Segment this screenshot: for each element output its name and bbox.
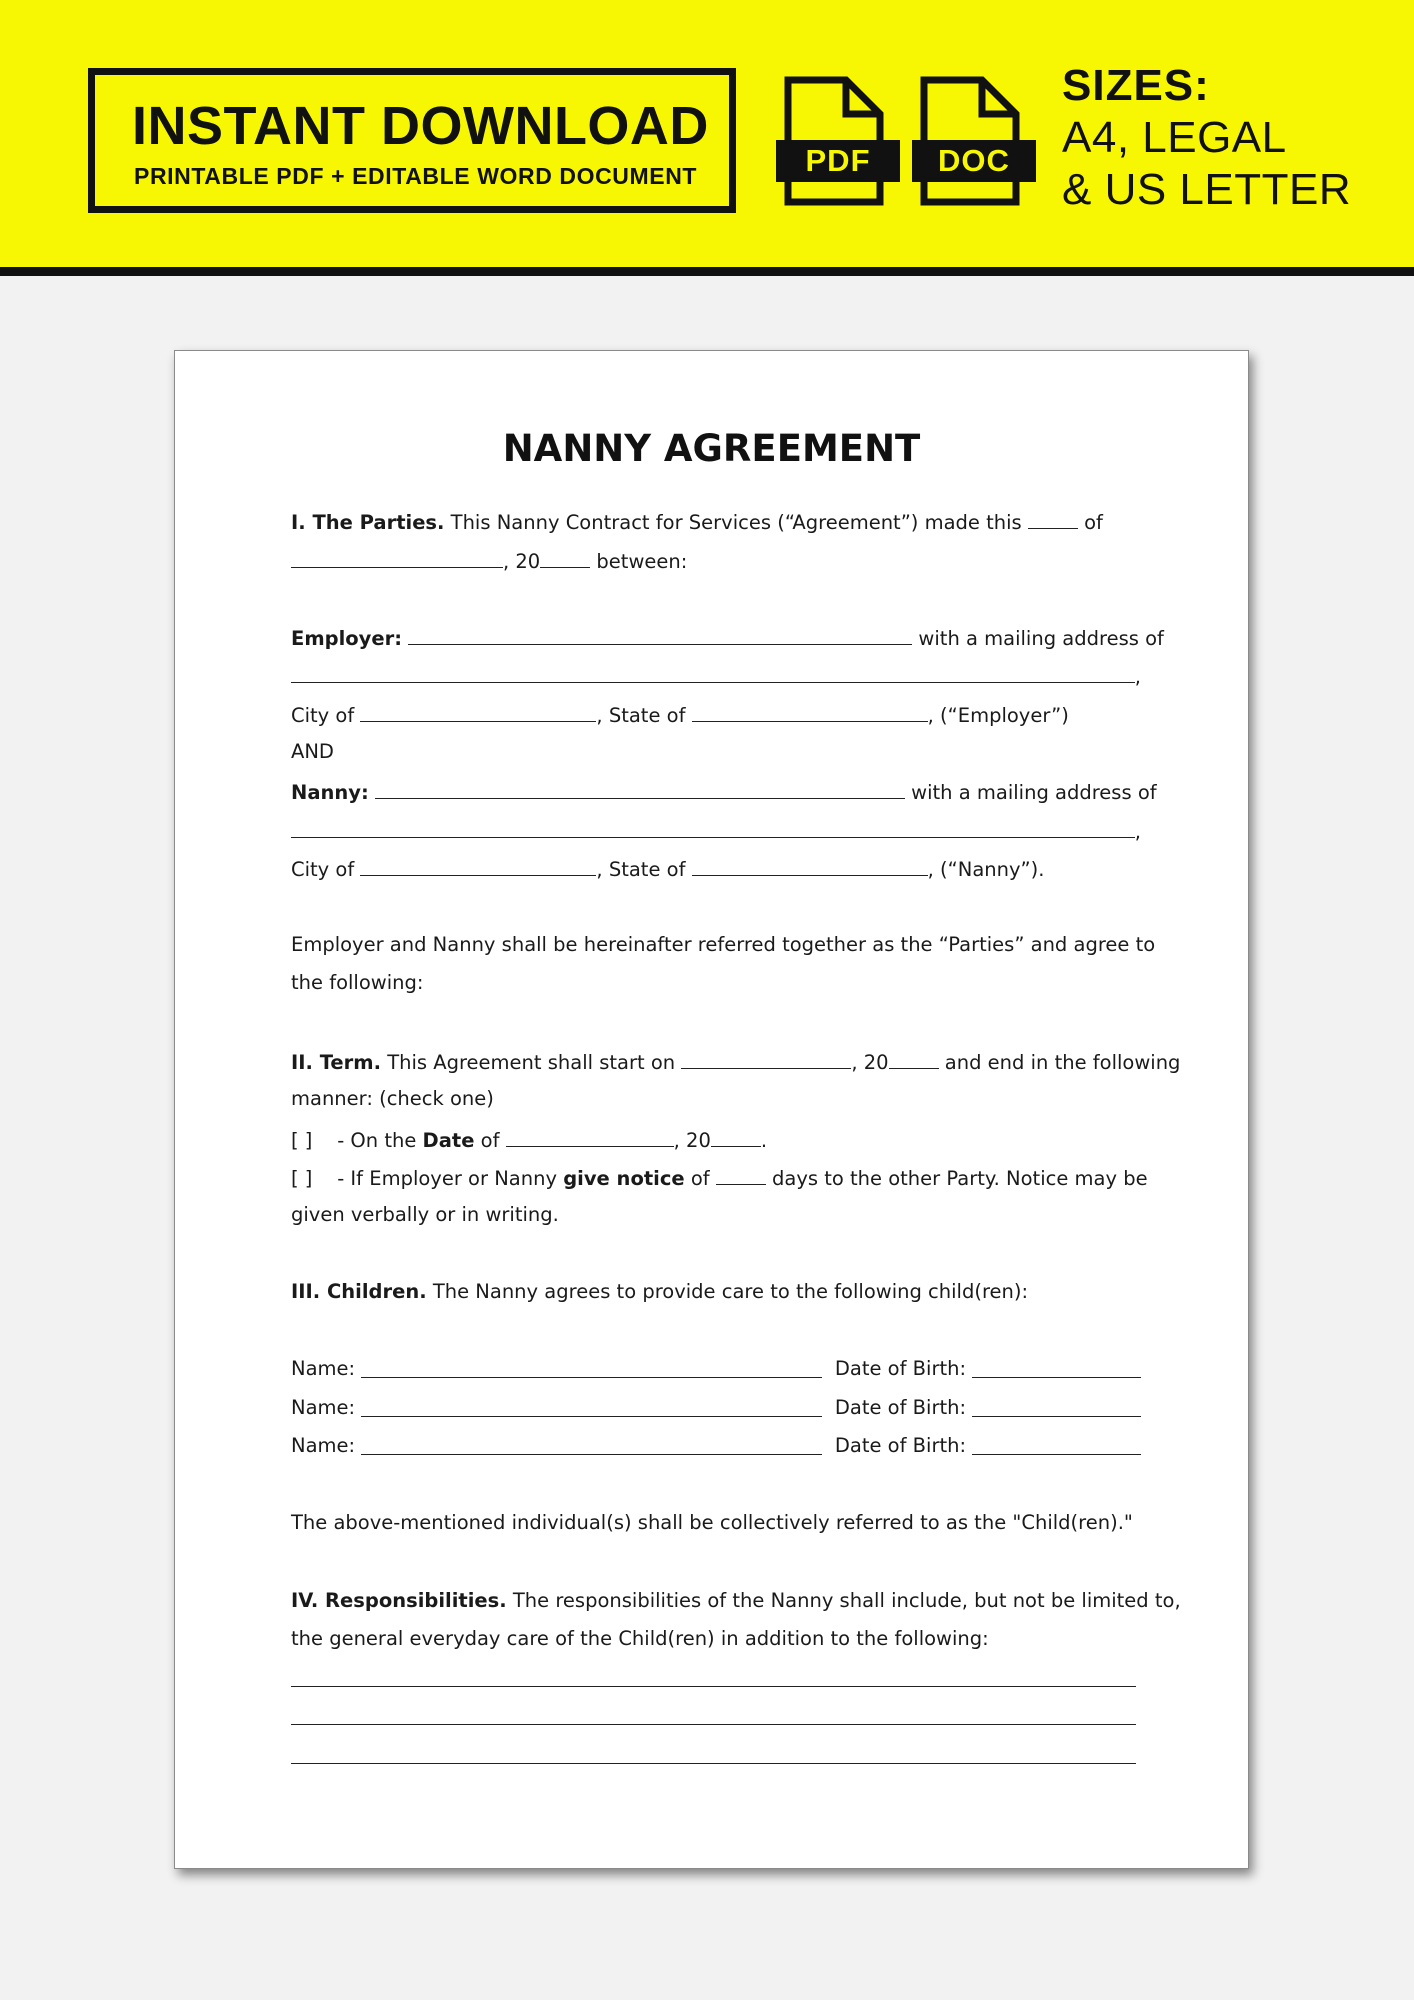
nanny-address-blank[interactable] — [291, 810, 1135, 838]
responsibilities-heading: IV. Responsibilities. — [291, 1588, 507, 1612]
term-option-notice-line-2: given verbally or in writing. — [291, 1202, 559, 1226]
employer-state-blank[interactable] — [692, 694, 928, 722]
child-dob-blank[interactable] — [972, 1389, 1141, 1417]
sizes-line-1: A4, LEGAL — [1062, 113, 1287, 162]
child-row: Name: Date of Birth: — [291, 1427, 1141, 1466]
start-date-blank[interactable] — [681, 1041, 851, 1069]
responsibilities-line-1: IV. Responsibilities. The responsibilities of the Nanny shall include, but not be limited to, — [291, 1588, 1181, 1612]
parties-heading: I. The Parties. — [291, 511, 445, 534]
term-line-1: II. Term. This Agreement shall start on , 20 and end in the following — [291, 1041, 1141, 1080]
parties-line-1: I. The Parties. This Nanny Contract for Services (“Agreement”) made this of — [291, 501, 1141, 540]
year-blank[interactable] — [540, 540, 590, 568]
term-notice-checkbox[interactable]: [ ] — [291, 1167, 313, 1191]
child-row: Name: Date of Birth: — [291, 1350, 1141, 1389]
month-blank[interactable] — [291, 540, 503, 568]
employer-line: Employer: with a mailing address of — [291, 617, 1141, 656]
promo-banner — [0, 0, 1414, 276]
day-blank[interactable] — [1028, 501, 1078, 529]
nanny-label: Nanny: — [291, 781, 369, 805]
responsibilities-blank-1 — [291, 1659, 1141, 1698]
nanny-city-line: City of , State of , (“Nanny”). — [291, 848, 1141, 887]
parties-line-2: , 20 between: — [291, 540, 1141, 579]
child-dob-blank[interactable] — [972, 1427, 1141, 1455]
term-heading: II. Term. — [291, 1051, 381, 1075]
employer-city-line: City of , State of , (“Employer”) — [291, 694, 1141, 733]
term-option-date: [ ] - On the Date of , 20 . — [291, 1119, 1141, 1158]
notice-days-blank[interactable] — [716, 1157, 766, 1185]
children-heading: III. Children. — [291, 1279, 427, 1303]
employer-city-blank[interactable] — [360, 694, 596, 722]
doc-label: DOC — [938, 143, 1010, 178]
end-year-blank[interactable] — [711, 1119, 761, 1147]
badge-subtitle: PRINTABLE PDF + EDITABLE WORD DOCUMENT — [134, 163, 698, 189]
parties-note-2: the following: — [291, 971, 424, 995]
and-label: AND — [291, 739, 334, 763]
child-name-blank[interactable] — [361, 1350, 822, 1378]
employer-label: Employer: — [291, 626, 403, 650]
responsibilities-blank-3 — [291, 1736, 1141, 1775]
employer-address-blank[interactable] — [291, 655, 1135, 683]
employer-name-blank[interactable] — [408, 617, 912, 645]
nanny-city-blank[interactable] — [360, 848, 596, 876]
nanny-line: Nanny: with a mailing address of — [291, 771, 1141, 810]
parties-note-1: Employer and Nanny shall be hereinafter referred together as the “Parties” and agree to — [291, 932, 1156, 956]
child-name-blank[interactable] — [361, 1427, 822, 1455]
nanny-address-line: , — [291, 810, 1141, 849]
employer-address-line: , — [291, 655, 1141, 694]
end-date-blank[interactable] — [506, 1119, 674, 1147]
children-note: The above-mentioned individual(s) shall be collectively referred to as the "Child(ren)." — [291, 1511, 1133, 1535]
child-name-blank[interactable] — [361, 1389, 822, 1417]
responsibility-blank[interactable] — [291, 1659, 1136, 1687]
instant-download-badge — [88, 68, 736, 213]
term-option-notice: [ ] - If Employer or Nanny give notice of days to the other Party. Notice may be — [291, 1157, 1141, 1196]
sizes-line-2: & US LETTER — [1062, 165, 1352, 214]
nanny-name-blank[interactable] — [375, 771, 905, 799]
pdf-file-icon — [776, 76, 900, 206]
term-line-2: manner: (check one) — [291, 1086, 494, 1110]
responsibility-blank[interactable] — [291, 1736, 1136, 1764]
term-date-checkbox[interactable]: [ ] — [291, 1128, 313, 1152]
document-title: NANNY AGREEMENT — [502, 427, 921, 470]
nanny-state-blank[interactable] — [692, 848, 928, 876]
responsibilities-line-2: the general everyday care of the Child(ren) in addition to the following: — [291, 1627, 989, 1651]
badge-title: INSTANT DOWNLOAD — [132, 96, 709, 156]
document-sheet — [174, 350, 1249, 1869]
children-line: III. Children. The Nanny agrees to provide care to the following child(ren): — [291, 1279, 1029, 1303]
responsibilities-blank-2 — [291, 1697, 1141, 1736]
doc-file-icon — [912, 76, 1036, 206]
sizes-heading: SIZES: — [1062, 61, 1210, 110]
child-row: Name: Date of Birth: — [291, 1389, 1141, 1428]
child-dob-blank[interactable] — [972, 1350, 1141, 1378]
document-body — [291, 501, 1181, 1775]
start-year-blank[interactable] — [889, 1041, 939, 1069]
pdf-label: PDF — [805, 143, 871, 178]
responsibility-blank[interactable] — [291, 1697, 1136, 1725]
sizes-info — [1062, 60, 1351, 216]
